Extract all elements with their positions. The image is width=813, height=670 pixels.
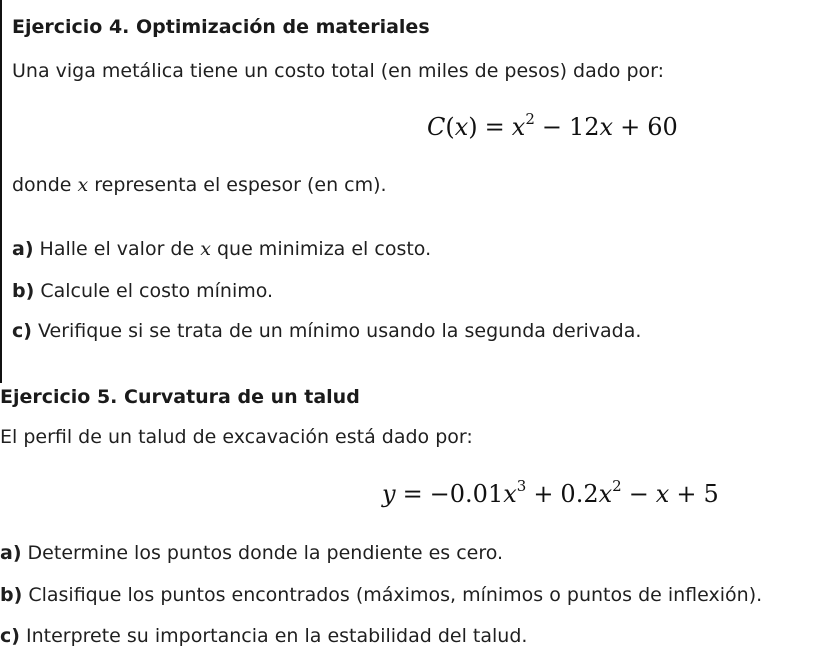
item-label: c) bbox=[0, 625, 20, 647]
formula-5-term1-var: x bbox=[503, 480, 517, 508]
formula-4-term1-base: x bbox=[511, 113, 526, 141]
item-text: Calcule el costo mínimo. bbox=[34, 280, 274, 302]
variable-note-symbol: x bbox=[77, 174, 89, 196]
exercise-5-formula bbox=[382, 479, 719, 508]
formula-5-equals: = bbox=[402, 480, 423, 508]
exercise-4-item-a bbox=[12, 238, 431, 260]
item-text: Verifique si se trata de un mínimo usando la segunda derivada. bbox=[31, 320, 642, 342]
left-border-line bbox=[0, 0, 2, 383]
item-label: c) bbox=[12, 320, 32, 342]
item-text: Clasifique los puntos encontrados (máximos, mínimos o puntos de inflexión). bbox=[22, 584, 763, 606]
formula-5-term4: 5 bbox=[703, 480, 719, 508]
formula-4-term2-var: x bbox=[599, 113, 614, 141]
formula-5-term2-coef: 0.2 bbox=[560, 480, 599, 508]
exercise-4-variable-note bbox=[12, 174, 387, 196]
exercise-4-intro: Una viga metálica tiene un costo total (en miles de pesos) dado por: bbox=[12, 60, 665, 82]
formula-4-term1-exp: 2 bbox=[525, 110, 535, 128]
formula-5-lhs: y bbox=[382, 480, 396, 508]
formula-4-function: C bbox=[427, 113, 446, 141]
exercise-5-item-a bbox=[0, 542, 503, 564]
formula-5-op1: + bbox=[533, 480, 554, 508]
formula-5-term1-exp: 3 bbox=[516, 477, 527, 495]
exercise-4-title: Ejercicio 4. Optimización de materiales bbox=[12, 16, 430, 38]
exercise-4-item-c bbox=[12, 320, 641, 342]
item-text: Interprete su importancia en la estabilidad del talud. bbox=[19, 625, 528, 647]
formula-4-op2: + bbox=[620, 113, 641, 141]
exercise-5-title: Ejercicio 5. Curvatura de un talud bbox=[0, 386, 360, 408]
formula-4-term3: 60 bbox=[647, 113, 678, 141]
item-label: a) bbox=[0, 542, 22, 564]
formula-5-op2: − bbox=[628, 480, 649, 508]
exercise-5-item-c bbox=[0, 625, 527, 647]
formula-4-term2-coef: 12 bbox=[568, 113, 600, 141]
item-text: Determine los puntos donde la pendiente es cero. bbox=[21, 542, 504, 564]
formula-4-equals: = bbox=[484, 113, 505, 141]
formula-4-lhs-var: x bbox=[454, 113, 469, 141]
variable-note-suffix: representa el espesor (en cm). bbox=[88, 174, 387, 196]
formula-5-term1-coef: −0.01 bbox=[429, 480, 504, 508]
formula-5-term2-exp: 2 bbox=[612, 477, 622, 495]
item-label: b) bbox=[0, 584, 23, 606]
formula-4-op1: − bbox=[541, 113, 562, 141]
item-label: a) bbox=[12, 238, 34, 260]
formula-5-op3: + bbox=[676, 480, 697, 508]
exercise-5-intro: El perfil de un talud de excavación está dado por: bbox=[0, 426, 473, 448]
variable-note-prefix: donde bbox=[12, 174, 78, 196]
exercise-5-item-b bbox=[0, 584, 762, 606]
item-text-pre: Halle el valor de bbox=[33, 238, 201, 260]
exercise-4-formula: $C(x) = x^2 - 12x + 60$ bbox=[427, 110, 678, 141]
item-text-post: que minimiza el costo. bbox=[210, 238, 432, 260]
exercise-4-item-b bbox=[12, 280, 273, 302]
formula-5-term2-var: x bbox=[598, 480, 613, 508]
item-label: b) bbox=[12, 280, 35, 302]
formula-5-term3-var: x bbox=[655, 480, 670, 508]
item-variable: x bbox=[200, 238, 211, 260]
